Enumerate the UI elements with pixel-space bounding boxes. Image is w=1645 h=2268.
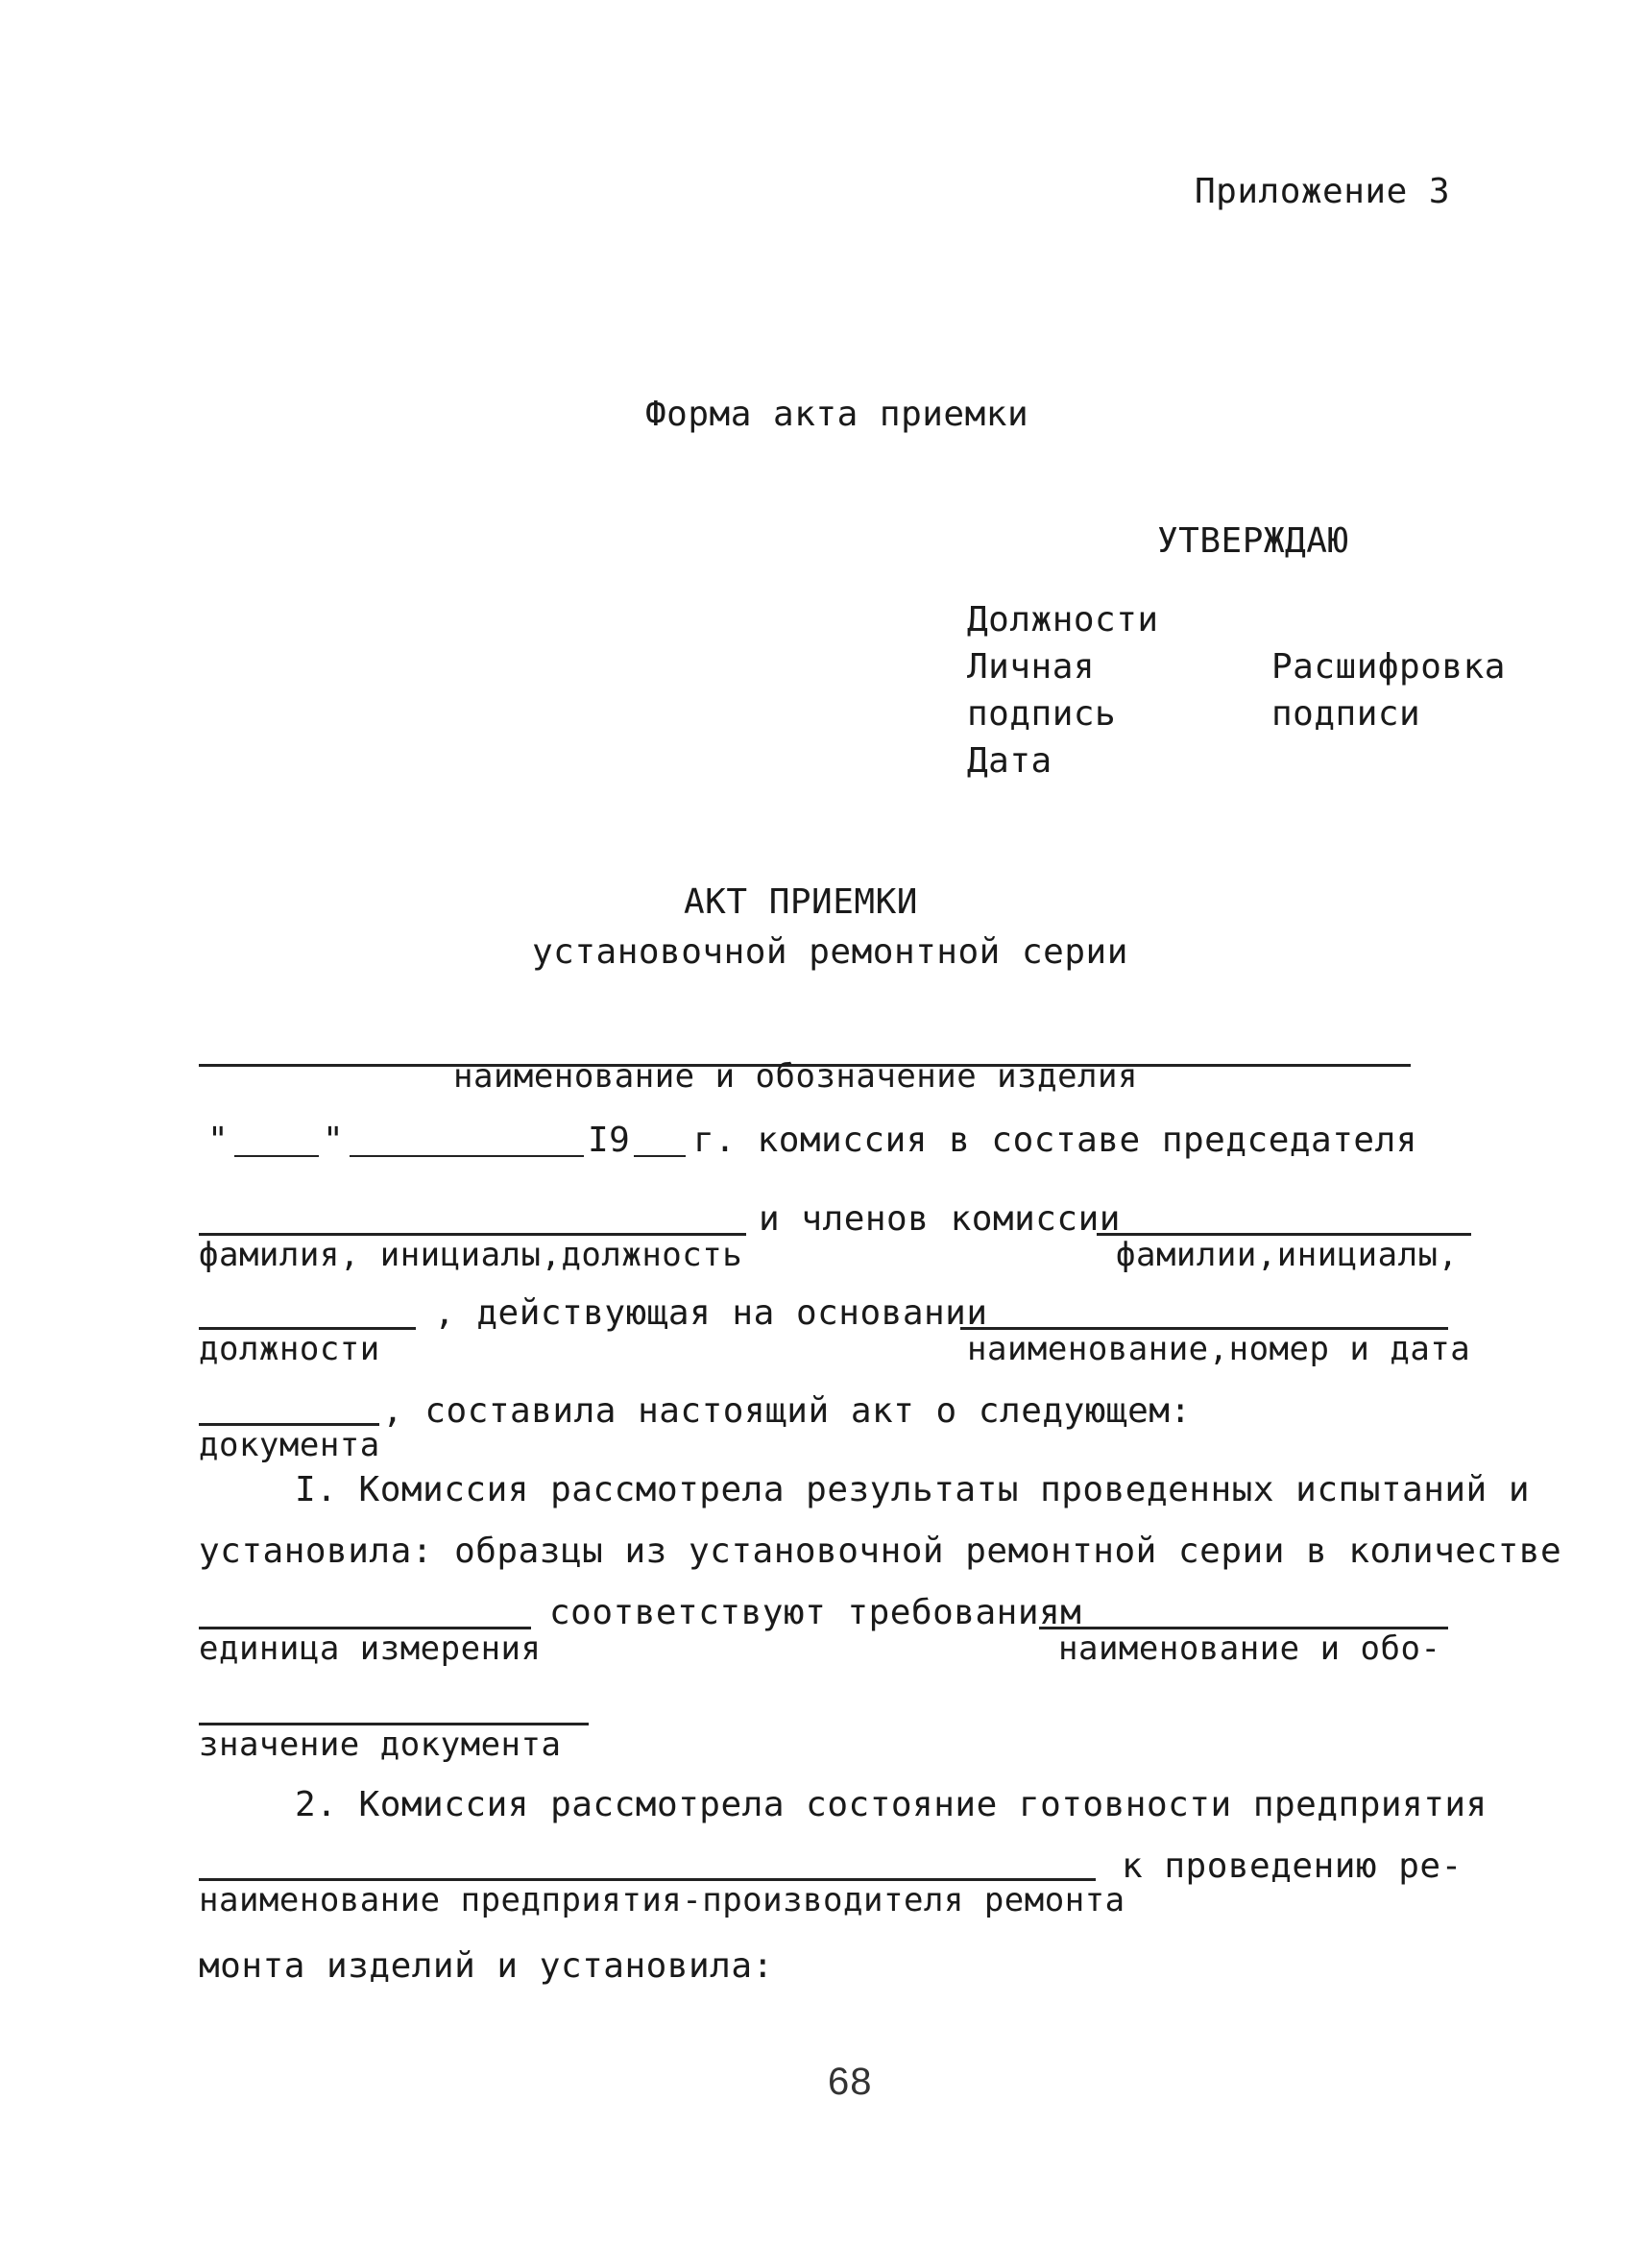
chair-caption: фамилия, инициалы,должность — [199, 1236, 743, 1274]
members-caption: фамилии,инициалы, — [1116, 1236, 1459, 1274]
members-text: и членов комиссии — [759, 1199, 1121, 1239]
date-label: Дата — [967, 741, 1052, 781]
document-caption: документа — [199, 1426, 380, 1464]
unit-caption: единица измерения — [199, 1629, 542, 1668]
transcript-label-line2: подписи — [1271, 694, 1421, 734]
transcript-label-line1: Расшифровка — [1271, 647, 1506, 687]
position-label: Должности — [967, 600, 1159, 639]
form-title: Форма акта приемки — [645, 395, 1029, 434]
name-caption-continued: значение документа — [199, 1725, 562, 1764]
item1-line2: установила: образцы из установочной ремонтной серии в количестве — [199, 1532, 1562, 1571]
product-caption: наименование и обозначение изделия — [453, 1057, 1138, 1096]
act-subtitle: установочной ремонтной серии — [532, 932, 1128, 972]
page-number: 68 — [828, 2061, 873, 2103]
item1-line1: I. Комиссия рассмотрела результаты проведенных испытаний и — [295, 1470, 1531, 1509]
name-caption: наименование и обо- — [1058, 1629, 1441, 1668]
commission-text: г. комиссия в составе председателя — [693, 1121, 1417, 1160]
item2-line1: 2. Комиссия рассмотрела состояние готовности предприятия — [295, 1785, 1488, 1824]
complies-text: соответствуют требованиям — [549, 1593, 1082, 1632]
item2-tail: к проведению ре- — [1122, 1846, 1463, 1886]
acting-text: , действующая на основании — [434, 1293, 988, 1333]
doc-caption: наименование,номер и дата — [967, 1330, 1471, 1368]
quote-open: " — [207, 1121, 230, 1160]
positions-caption: должности — [199, 1330, 380, 1368]
day-line — [234, 1155, 319, 1157]
signature-label-line2: подпись — [967, 694, 1117, 734]
year-prefix: I9 — [588, 1121, 631, 1160]
compiled-text: , составила настоящий акт о следующем: — [382, 1391, 1192, 1431]
approve-label: УТВЕРЖДАЮ — [1157, 521, 1349, 561]
act-title: АКТ ПРИЕМКИ — [684, 882, 918, 922]
appendix-label: Приложение 3 — [1195, 172, 1451, 211]
enterprise-caption: наименование предприятия-производителя ремонта — [199, 1881, 1125, 1919]
signature-label-line1: Личная — [967, 647, 1096, 687]
year-line — [634, 1155, 686, 1157]
quote-close: " — [323, 1121, 345, 1160]
month-line — [350, 1155, 584, 1157]
item2-line3: монта изделий и установила: — [199, 1946, 774, 1986]
